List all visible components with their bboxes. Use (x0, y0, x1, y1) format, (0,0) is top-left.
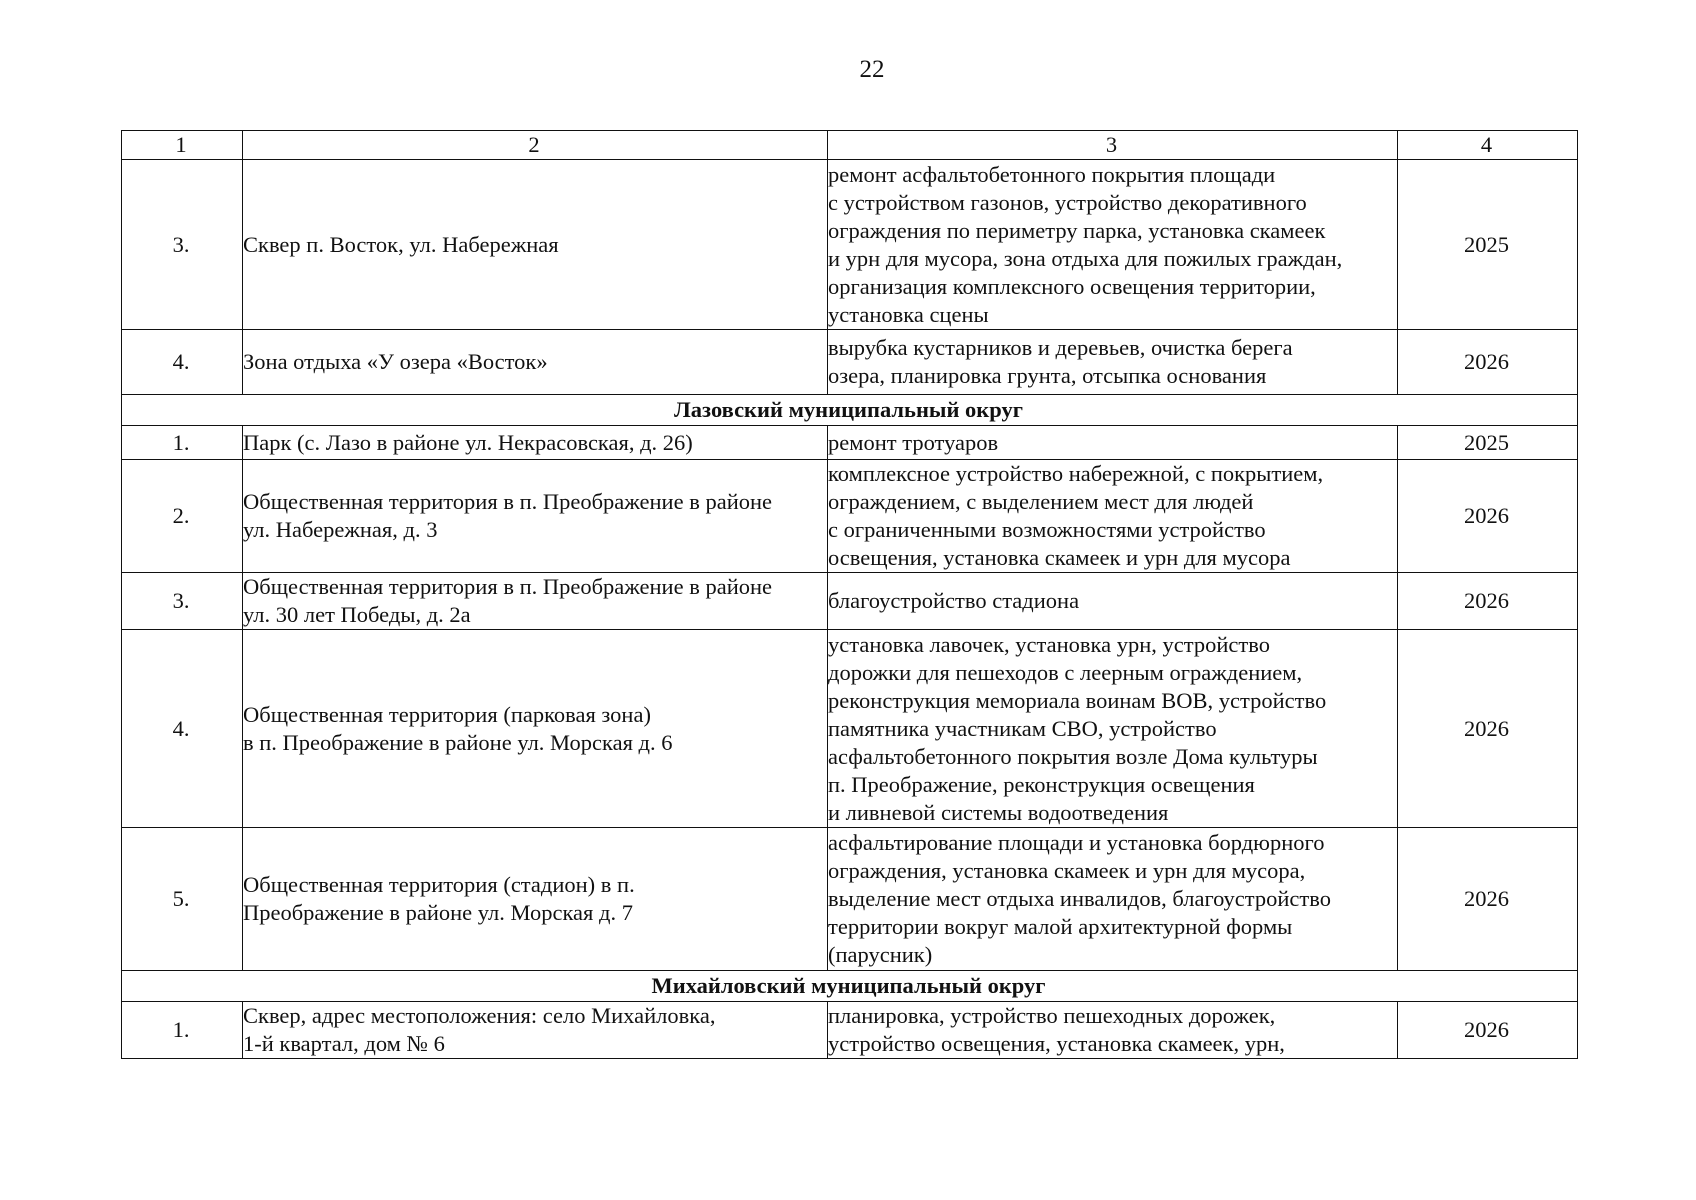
territory-name-line: Зона отдыха «У озера «Восток» (243, 349, 548, 374)
territory-name-line: Сквер, адрес местоположения: село Михайловка, (243, 1003, 716, 1028)
row-number: 3. (122, 160, 243, 330)
territory-name-line: Общественная территория в п. Преображение в районе (243, 489, 773, 514)
work-description-line: асфальтобетонного покрытия возле Дома культуры (828, 743, 1318, 769)
territory-name-line: в п. Преображение в районе ул. Морская д. 6 (243, 729, 673, 755)
work-description-line: п. Преображение, реконструкция освещения (828, 771, 1255, 797)
territory-name-line: Сквер п. Восток, ул. Набережная (243, 231, 559, 257)
territory-name (243, 460, 828, 573)
work-description-line: организация комплексного освещения территории, (828, 273, 1316, 299)
territory-name-line: Общественная территория (парковая зона) (243, 701, 651, 727)
work-description-line: освещения, установка скамеек и урн для мусора (828, 545, 1291, 570)
territory-name-line: Общественная территория (стадион) в п. (243, 872, 635, 897)
table-row (122, 160, 1578, 330)
work-description-line: ремонт тротуаров (828, 429, 999, 455)
column-header: 3 (828, 131, 1398, 160)
section-header-row (122, 395, 1578, 426)
page-number: 22 (859, 56, 885, 83)
work-description (828, 1002, 1398, 1059)
territory-name (243, 160, 828, 330)
work-description-line: комплексное устройство набережной, с покрытием, (828, 461, 1324, 486)
table-row (122, 426, 1578, 460)
row-number: 4. (122, 630, 243, 828)
row-number: 1. (122, 1002, 243, 1059)
row-number: 4. (122, 330, 243, 395)
territory-name-line: Парк (с. Лазо в районе ул. Некрасовская, д. 26) (243, 429, 693, 455)
territory-name-line: ул. 30 лет Победы, д. 2а (243, 602, 471, 627)
row-number: 1. (122, 426, 243, 460)
table-row (122, 630, 1578, 828)
completion-year: 2026 (1398, 1002, 1578, 1059)
row-number: 2. (122, 460, 243, 573)
work-description-line: дорожки для пешеходов с леерным ограждением, (828, 659, 1303, 685)
work-description-line: выделение мест отдыха инвалидов, благоустройство (828, 886, 1331, 911)
work-description-line: реконструкция мемориала воинам ВОВ, устройство (828, 687, 1327, 713)
territory-name (243, 1002, 828, 1059)
work-description-line: асфальтирование площади и установка бордюрного (828, 830, 1325, 855)
work-description-line: территории вокруг малой архитектурной формы (828, 914, 1293, 939)
improvement-table (121, 130, 1578, 1059)
section-title: Михайловский муниципальный округ (122, 971, 1578, 1002)
column-header: 2 (243, 131, 828, 160)
column-header-row (122, 131, 1578, 160)
column-header: 1 (122, 131, 243, 160)
territory-name (243, 630, 828, 828)
work-description (828, 630, 1398, 828)
work-description-line: (парусник) (828, 942, 933, 967)
work-description (828, 460, 1398, 573)
row-number: 3. (122, 573, 243, 630)
completion-year: 2026 (1398, 330, 1578, 395)
work-description-line: озера, планировка грунта, отсыпка основания (828, 363, 1267, 388)
row-number: 5. (122, 828, 243, 971)
table-row (122, 460, 1578, 573)
work-description (828, 573, 1398, 630)
completion-year: 2025 (1398, 426, 1578, 460)
work-description (828, 426, 1398, 460)
territory-name (243, 573, 828, 630)
work-description-line: планировка, устройство пешеходных дорожек, (828, 1003, 1276, 1028)
completion-year: 2026 (1398, 460, 1578, 573)
work-description-line: установка сцены (828, 301, 989, 327)
work-description-line: ограждением, с выделением мест для людей (828, 489, 1254, 514)
table-row (122, 573, 1578, 630)
work-description-line: и ливневой системы водоотведения (828, 799, 1169, 825)
work-description-line: и урн для мусора, зона отдыха для пожилых граждан, (828, 245, 1343, 271)
section-header-row (122, 971, 1578, 1002)
work-description-line: с ограниченными возможностями устройство (828, 517, 1266, 542)
territory-name-line: ул. Набережная, д. 3 (243, 517, 438, 542)
work-description (828, 330, 1398, 395)
territory-name (243, 426, 828, 460)
section-title: Лазовский муниципальный округ (122, 395, 1578, 426)
territory-name (243, 330, 828, 395)
work-description-line: благоустройство стадиона (828, 588, 1080, 613)
completion-year: 2025 (1398, 160, 1578, 330)
work-description-line: ограждения, установка скамеек и урн для мусора, (828, 858, 1306, 883)
work-description (828, 160, 1398, 330)
work-description-line: вырубка кустарников и деревьев, очистка берега (828, 335, 1293, 360)
work-description-line: ограждения по периметру парка, установка скамеек (828, 217, 1326, 243)
column-header: 4 (1398, 131, 1578, 160)
territory-name-line: Общественная территория в п. Преображение в районе (243, 574, 773, 599)
territory-name-line: 1-й квартал, дом № 6 (243, 1031, 445, 1056)
table-row (122, 828, 1578, 971)
work-description-line: установка лавочек, установка урн, устройство (828, 631, 1270, 657)
work-description (828, 828, 1398, 971)
work-description-line: с устройством газонов, устройство декоративного (828, 189, 1307, 215)
work-description-line: ремонт асфальтобетонного покрытия площади (828, 161, 1276, 187)
table-row (122, 1002, 1578, 1059)
completion-year: 2026 (1398, 573, 1578, 630)
territory-name (243, 828, 828, 971)
table-row (122, 330, 1578, 395)
work-description-line: памятника участникам СВО, устройство (828, 715, 1217, 741)
completion-year: 2026 (1398, 630, 1578, 828)
territory-name-line: Преображение в районе ул. Морская д. 7 (243, 900, 633, 925)
work-description-line: устройство освещения, установка скамеек, урн, (828, 1031, 1285, 1056)
completion-year: 2026 (1398, 828, 1578, 971)
